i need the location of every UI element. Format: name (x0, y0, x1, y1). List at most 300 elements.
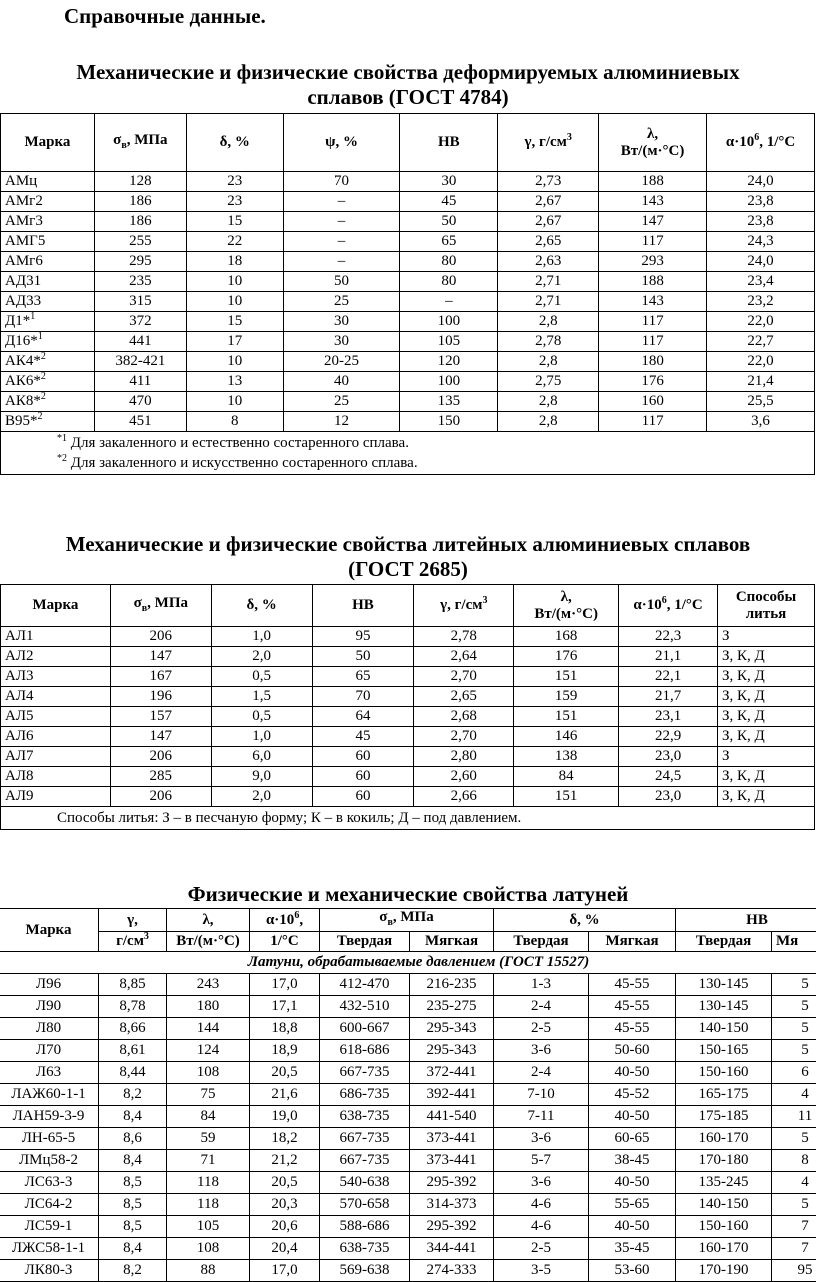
table2-cell: 2,80 (414, 747, 514, 767)
table2-header: $\alpha\cdot 10^6$, 1/°С (619, 585, 718, 627)
table3-cell: 20,5 (250, 1062, 320, 1084)
table3-cell: 667-735 (320, 1062, 410, 1084)
table3-cell: 570-658 (320, 1194, 410, 1216)
table3-cell: 175-185 (676, 1106, 772, 1128)
table3-cell: 19,0 (250, 1106, 320, 1128)
table3-cell: 160-170 (676, 1238, 772, 1260)
table1-cell: 451 (94, 412, 186, 432)
table1-cell: 2,8 (498, 412, 599, 432)
table1-header (1, 114, 95, 172)
table1-cell: 117 (599, 232, 707, 252)
table1-cell: 470 (94, 392, 186, 412)
table2-cell: 146 (514, 727, 619, 747)
table2-cell: 23,1 (619, 707, 718, 727)
table3-cell: 373-441 (410, 1150, 494, 1172)
table3-cell: 124 (167, 1040, 250, 1062)
table2-cell: 2,64 (414, 647, 514, 667)
table1-row (1, 252, 815, 272)
table2-cell: АЛ1 (1, 627, 111, 647)
table2-header: δ, % (211, 585, 312, 627)
table3-cell: 686-735 (320, 1084, 410, 1106)
table2-cell: 206 (110, 627, 211, 647)
table3-row (0, 1216, 816, 1238)
table2-cell: 1,5 (211, 687, 312, 707)
table3-cell: 667-735 (320, 1128, 410, 1150)
table3-cell: ЛК80-3 (0, 1260, 99, 1282)
table3-cell: 45-55 (589, 1018, 676, 1040)
table1-cell: 2,78 (498, 332, 599, 352)
table1-cell: 315 (94, 292, 186, 312)
table1-cell: 70 (283, 172, 400, 192)
table2-cell: 206 (110, 787, 211, 807)
table2-cell: 2,70 (414, 727, 514, 747)
table3-cell: 216-235 (410, 974, 494, 996)
table1-cell: 25 (283, 392, 400, 412)
table1-row (1, 312, 815, 332)
table3-subheader: Твердая (676, 932, 772, 952)
table3-row (0, 1238, 816, 1260)
table3-cell: 35-45 (589, 1238, 676, 1260)
table3-header: γ, (99, 909, 167, 932)
table1-header: HB (400, 114, 498, 172)
table2-header-row (1, 585, 815, 627)
table2-title-line2: (ГОСТ 2685) (348, 557, 468, 581)
table3-cell: 1-3 (494, 974, 589, 996)
table3-section-row (0, 952, 816, 974)
table1-row (1, 352, 815, 372)
table3-cell: 18,2 (250, 1128, 320, 1150)
table2-cell: АЛ6 (1, 727, 111, 747)
table1-cell: 150 (400, 412, 498, 432)
table3-cell: 165-175 (676, 1084, 772, 1106)
table3-header: Вт/(м·°С) (167, 932, 250, 952)
table1-cell: АМг3 (1, 212, 95, 232)
table3-cell: 3-6 (494, 1172, 589, 1194)
table3-cell: 667-735 (320, 1150, 410, 1172)
table3-cell: 150-160 (676, 1062, 772, 1084)
table3-row (0, 1084, 816, 1106)
table3-cell: 21,6 (250, 1084, 320, 1106)
table3-cell: 5 (772, 974, 816, 996)
table3-cell: 569-638 (320, 1260, 410, 1282)
table3-cell: 150-165 (676, 1040, 772, 1062)
table3-subheader: Мягкая (589, 932, 676, 952)
table3-cell: ЛЖС58-1-1 (0, 1238, 99, 1260)
table3-cell: 235-275 (410, 996, 494, 1018)
table3-cell: 38-45 (589, 1150, 676, 1172)
table1-cell: 8 (186, 412, 283, 432)
table1-cell: 13 (186, 372, 283, 392)
table1-cell: 24,0 (707, 252, 815, 272)
table1-cell: 17 (186, 332, 283, 352)
table1-notes-row (1, 432, 815, 475)
table2-header: Марка (1, 585, 111, 627)
table3-cell: 4-6 (494, 1194, 589, 1216)
table3-header: λ, (167, 909, 250, 932)
table3-cell: 412-470 (320, 974, 410, 996)
table1-cell: 255 (94, 232, 186, 252)
table3-header: δ, % (494, 909, 676, 932)
table3-cell: 8,6 (99, 1128, 167, 1150)
table2-cell: 147 (110, 647, 211, 667)
table1-cell: 50 (400, 212, 498, 232)
table3-cell: 59 (167, 1128, 250, 1150)
table3-cell: 7-11 (494, 1106, 589, 1128)
table1-cell: 23,4 (707, 272, 815, 292)
table1-cell: 295 (94, 252, 186, 272)
table3-cell: 295-392 (410, 1172, 494, 1194)
table3-cell: 5-7 (494, 1150, 589, 1172)
table3-cell: ЛМц58-2 (0, 1150, 99, 1172)
table3-cell: 45-55 (589, 996, 676, 1018)
table3-cell: 40-50 (589, 1172, 676, 1194)
table2-cell: 1,0 (211, 727, 312, 747)
table3-cell: 441-540 (410, 1106, 494, 1128)
table3-cell: 17,1 (250, 996, 320, 1018)
table1-cell: 186 (94, 192, 186, 212)
table2-header: $\sigma_в$, МПа (110, 585, 211, 627)
table1-cell: 21,4 (707, 372, 815, 392)
table1-row (1, 212, 815, 232)
table3-cell: 2-5 (494, 1018, 589, 1040)
table3-cell: 638-735 (320, 1238, 410, 1260)
table1-cell: 2,63 (498, 252, 599, 272)
table1-cell: 12 (283, 412, 400, 432)
table3-row (0, 1062, 816, 1084)
table2-cell: З, К, Д (718, 767, 815, 787)
table3-section-heading: Латуни, обрабатываемые давлением (ГОСТ 15527) (0, 952, 816, 974)
table3-row (0, 974, 816, 996)
table2-cell: 9,0 (211, 767, 312, 787)
table1-cell: 24,3 (707, 232, 815, 252)
table1-row (1, 392, 815, 412)
table2-cell: 60 (312, 747, 414, 767)
table3-subheader: Мя (772, 932, 816, 952)
table3-cell: 373-441 (410, 1128, 494, 1150)
table1-header-row (1, 114, 815, 172)
table2-cell: 2,0 (211, 787, 312, 807)
table3-cell: 20,5 (250, 1172, 320, 1194)
table3-cell: 130-145 (676, 974, 772, 996)
table2-header: Способы литья (718, 585, 815, 627)
table1-cell: АМг6 (1, 252, 95, 272)
table2-row (1, 667, 815, 687)
table1-cell: 117 (599, 312, 707, 332)
table3-cell: 50-60 (589, 1040, 676, 1062)
table1-cell: АМГ5 (1, 232, 95, 252)
table3-cell: 8,78 (99, 996, 167, 1018)
table2-header: HB (312, 585, 414, 627)
table1-cell: 382-421 (94, 352, 186, 372)
table1-cell: 45 (400, 192, 498, 212)
table2-cell: 70 (312, 687, 414, 707)
table1-cell: 235 (94, 272, 186, 292)
table1-cell: 3,6 (707, 412, 815, 432)
table2-cell: 2,66 (414, 787, 514, 807)
table3-subheader: Мягкая (410, 932, 494, 952)
table1-cell: В95*$^2$ (1, 412, 95, 432)
table3-cell: 8,61 (99, 1040, 167, 1062)
table3-cell: 130-145 (676, 996, 772, 1018)
table2-row (1, 627, 815, 647)
table3-cell: 5 (772, 1018, 816, 1040)
table3-cell: 108 (167, 1062, 250, 1084)
table2-cell: З, К, Д (718, 647, 815, 667)
table3-row (0, 996, 816, 1018)
table3-cell: 8,5 (99, 1216, 167, 1238)
table2-cell: 6,0 (211, 747, 312, 767)
table1-cell: 2,67 (498, 192, 599, 212)
table1-cell: 18 (186, 252, 283, 272)
table1-cell: 10 (186, 292, 283, 312)
table1-cell: 22,7 (707, 332, 815, 352)
table1-cell: 186 (94, 212, 186, 232)
table2-cell: 23,0 (619, 747, 718, 767)
table1-notes (1, 432, 815, 475)
table1-cell: АД33 (1, 292, 95, 312)
table3-cell: 60-65 (589, 1128, 676, 1150)
table3-row (0, 1128, 816, 1150)
table3-cell: 135-245 (676, 1172, 772, 1194)
table1-cell: 188 (599, 172, 707, 192)
table2-cell: 22,3 (619, 627, 718, 647)
table3-cell: 160-170 (676, 1128, 772, 1150)
table1-cell: 30 (283, 312, 400, 332)
table3-cell: 95 (772, 1260, 816, 1282)
table2-cell: 168 (514, 627, 619, 647)
table1-header: $\alpha\cdot 10^6$, 1/°С (707, 114, 815, 172)
table2-title (0, 532, 816, 582)
table1-cell: Д1*$^1$ (1, 312, 95, 332)
table3-cell: ЛС63-3 (0, 1172, 99, 1194)
table2-row (1, 747, 815, 767)
table3-subheader: Твердая (320, 932, 410, 952)
table3-cell: 17,0 (250, 974, 320, 996)
table1-cell: 22 (186, 232, 283, 252)
table3-cell: 118 (167, 1172, 250, 1194)
table1-note-1: $^{*1}$ Для закаленного и естественно состаренного сплава. (57, 433, 409, 451)
table3-cell: 55-65 (589, 1194, 676, 1216)
table1-cell: 30 (400, 172, 498, 192)
table3-header: HB (676, 909, 816, 932)
table3-cell: 11 (772, 1106, 816, 1128)
table2-cell: 167 (110, 667, 211, 687)
table2-header: λ, Вт/(м·°С) (514, 585, 619, 627)
table3-cell: 4 (772, 1084, 816, 1106)
table3-cell: 7-10 (494, 1084, 589, 1106)
table2-cell: 285 (110, 767, 211, 787)
table1-cell: – (283, 252, 400, 272)
table3-row (0, 1260, 816, 1282)
table3-cell: Л70 (0, 1040, 99, 1062)
table3-cell: 5 (772, 1194, 816, 1216)
table2-cell: 65 (312, 667, 414, 687)
table1-row (1, 232, 815, 252)
table1-title-line1: Механические и физические свойства деформируемых алюминиевых (76, 60, 740, 84)
table1-cell: АК8*$^2$ (1, 392, 95, 412)
table3-cell: 295-392 (410, 1216, 494, 1238)
table2-cell: 2,0 (211, 647, 312, 667)
table2-cell: З (718, 747, 815, 767)
table3-cell: 4 (772, 1172, 816, 1194)
table3-cell: 3-6 (494, 1128, 589, 1150)
table3-cell: 45-55 (589, 974, 676, 996)
table2-cell: 2,78 (414, 627, 514, 647)
table1-header: $\sigma_в$, МПа (94, 114, 186, 172)
table1-cell: АМц (1, 172, 95, 192)
table2-cell: 21,7 (619, 687, 718, 707)
table2-cell: З, К, Д (718, 687, 815, 707)
table3-cell: 180 (167, 996, 250, 1018)
table1-cell: 20-25 (283, 352, 400, 372)
table3-row (0, 1194, 816, 1216)
table1-cell: – (400, 292, 498, 312)
table1-row (1, 292, 815, 312)
table3-cell: 392-441 (410, 1084, 494, 1106)
table1-note-2: $^{*2}$ Для закаленного и искусственно состаренного сплава. (57, 453, 418, 471)
table3-cell: 3-6 (494, 1040, 589, 1062)
table3-cell: 7 (772, 1216, 816, 1238)
table2-cell: 60 (312, 787, 414, 807)
table1-row (1, 332, 815, 352)
table2-cell: 22,9 (619, 727, 718, 747)
table3-title: Физические и механические свойства латуней (187, 882, 629, 906)
table2-cell: З (718, 627, 815, 647)
table3-header-row (0, 909, 816, 932)
table1-cell: – (283, 192, 400, 212)
table1-cell: 23 (186, 192, 283, 212)
table2-cell: 45 (312, 727, 414, 747)
table1-cell: АД31 (1, 272, 95, 292)
table1-cell: 135 (400, 392, 498, 412)
table1-cell: 25,5 (707, 392, 815, 412)
table3-cell: 432-510 (320, 996, 410, 1018)
table3-cell: 5 (772, 996, 816, 1018)
table2-cell: АЛ5 (1, 707, 111, 727)
table2-cell: 147 (110, 727, 211, 747)
table2-cell: 2,70 (414, 667, 514, 687)
table3-cell: 314-373 (410, 1194, 494, 1216)
table3-cell: 243 (167, 974, 250, 996)
table3-cell: 140-150 (676, 1194, 772, 1216)
table3-cell: Л96 (0, 974, 99, 996)
table3-cell: 108 (167, 1238, 250, 1260)
table1-cell: 293 (599, 252, 707, 272)
page-title: Справочные данные. (64, 4, 266, 28)
table2-cell: 24,5 (619, 767, 718, 787)
table3-cell: 71 (167, 1150, 250, 1172)
table1-cell: 24,0 (707, 172, 815, 192)
table3-cell: Л90 (0, 996, 99, 1018)
table3-cell: ЛС64-2 (0, 1194, 99, 1216)
table1-cell: 117 (599, 332, 707, 352)
table3-cell: Л80 (0, 1018, 99, 1040)
table3-cell: 295-343 (410, 1040, 494, 1062)
table2-cell: АЛ2 (1, 647, 111, 667)
table3-subheader-row (0, 932, 816, 952)
table2-cell: 206 (110, 747, 211, 767)
table1-cell: 411 (94, 372, 186, 392)
table1-header: δ, % (186, 114, 283, 172)
table2-cell: 2,68 (414, 707, 514, 727)
table3-cell: 6 (772, 1062, 816, 1084)
table3-cell: 88 (167, 1260, 250, 1282)
table1-title (0, 60, 816, 110)
table3-cell: ЛАЖ60-1-1 (0, 1084, 99, 1106)
table3-cell: 8 (772, 1150, 816, 1172)
table3-cell: 20,6 (250, 1216, 320, 1238)
table2-cell: 23,0 (619, 787, 718, 807)
table1-cell: АК6*$^2$ (1, 372, 95, 392)
deformable-alloys-table (0, 113, 815, 475)
table1-cell: 2,65 (498, 232, 599, 252)
table2-cell: 151 (514, 667, 619, 687)
table1-cell: 30 (283, 332, 400, 352)
table3-cell: 372-441 (410, 1062, 494, 1084)
table3-cell: 8,4 (99, 1150, 167, 1172)
table3-cell: 274-333 (410, 1260, 494, 1282)
table3-cell: 53-60 (589, 1260, 676, 1282)
table1-cell: 143 (599, 292, 707, 312)
table3-cell: 84 (167, 1106, 250, 1128)
table1-cell: 10 (186, 352, 283, 372)
table3-cell: 8,85 (99, 974, 167, 996)
table1-cell: – (283, 232, 400, 252)
table3-header: $\sigma_в$, МПа (320, 909, 494, 932)
table1-cell: 2,8 (498, 312, 599, 332)
table2-note-row (1, 807, 815, 830)
table2-cell: 0,5 (211, 707, 312, 727)
table3-cell: 144 (167, 1018, 250, 1040)
table1-cell: 188 (599, 272, 707, 292)
table3-cell: 600-667 (320, 1018, 410, 1040)
table3-cell: 5 (772, 1040, 816, 1062)
table3-cell: 18,9 (250, 1040, 320, 1062)
table1-cell: 23,2 (707, 292, 815, 312)
table3-cell: 8,4 (99, 1238, 167, 1260)
table1-row (1, 412, 815, 432)
brass-table (0, 908, 816, 1282)
table3-cell: 17,0 (250, 1260, 320, 1282)
table1-cell: 2,71 (498, 272, 599, 292)
table2-cell: 50 (312, 647, 414, 667)
table2-cell: 22,1 (619, 667, 718, 687)
table2-cell: 151 (514, 707, 619, 727)
table3-row (0, 1106, 816, 1128)
table3-cell: 8,5 (99, 1172, 167, 1194)
table1-cell: 2,71 (498, 292, 599, 312)
table1-cell: 441 (94, 332, 186, 352)
table1-cell: 372 (94, 312, 186, 332)
table2-cell: З, К, Д (718, 667, 815, 687)
table2-cell: 1,0 (211, 627, 312, 647)
table2-row (1, 767, 815, 787)
table2-cell: З, К, Д (718, 707, 815, 727)
table1-cell: 176 (599, 372, 707, 392)
table3-cell: 295-343 (410, 1018, 494, 1040)
table1-cell: 100 (400, 312, 498, 332)
table3-cell: 20,3 (250, 1194, 320, 1216)
table3-cell: 40-50 (589, 1106, 676, 1128)
table3-cell: 638-735 (320, 1106, 410, 1128)
table3-cell: 40-50 (589, 1216, 676, 1238)
table1-cell: 117 (599, 412, 707, 432)
table2-cell: АЛ3 (1, 667, 111, 687)
table3-header: $\alpha\cdot 10^6$, (250, 909, 320, 932)
table3-cell: 540-638 (320, 1172, 410, 1194)
table2-cell: З, К, Д (718, 787, 815, 807)
table3-header: Марка (0, 909, 99, 952)
